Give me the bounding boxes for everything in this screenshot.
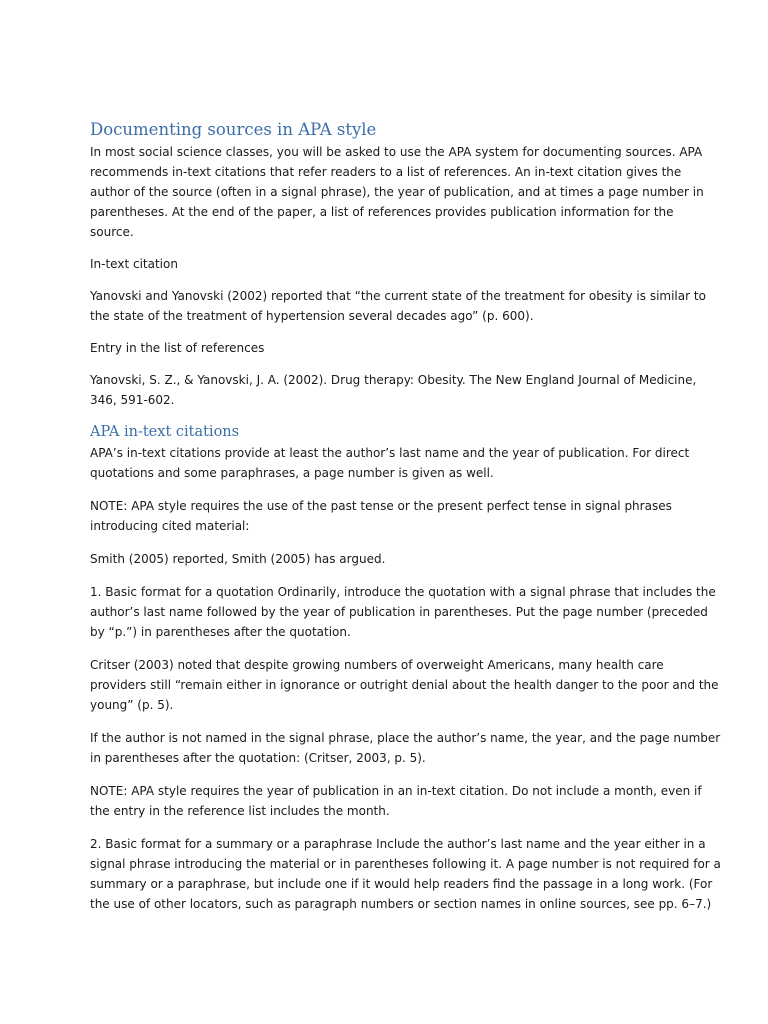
text-line: NOTE: APA style requires the year of publication in an in-text citation. Do not include a month, even if <box>90 784 702 798</box>
in-text-citation-label: In-text citation <box>90 257 178 271</box>
in-text-citation-example <box>90 286 706 326</box>
document-page <box>90 118 721 914</box>
text-line: author of the source (often in a signal phrase), the year of publication, and at times a page number in <box>90 185 704 199</box>
text-line: If the author is not named in the signal phrase, place the author’s name, the year, and the page number <box>90 731 721 745</box>
text-line: recommends in-text citations that refer readers to a list of references. An in-text citation gives the <box>90 165 682 179</box>
text-line: 346, 591-602. <box>90 393 175 407</box>
text-line: quotations and some paraphrases, a page number is given as well. <box>90 466 494 480</box>
section-title-apa-in-text: APA in-text citations <box>90 424 240 440</box>
text-line: the use of other locators, such as paragraph numbers or section names in online sources, see pp. 6–7.) <box>90 897 712 911</box>
text-line: introducing cited material: <box>90 519 250 533</box>
tense-example: Smith (2005) reported, Smith (2005) has argued. <box>90 552 386 566</box>
text-line: signal phrase introducing the material or in parentheses following it. A page number is not required for a <box>90 857 721 871</box>
unnamed-author-paragraph <box>90 728 721 768</box>
note-year-paragraph <box>90 781 702 821</box>
text-line: In most social science classes, you will be asked to use the APA system for documenting sources. APA <box>90 145 703 159</box>
text-line: author’s last name followed by the year of publication in parentheses. Put the page number (preceded <box>90 605 708 619</box>
text-line: Critser (2003) noted that despite growing numbers of overweight Americans, many health care <box>90 658 664 672</box>
text-line: Yanovski and Yanovski (2002) reported that “the current state of the treatment for obesity is similar to <box>90 289 706 303</box>
text-line: NOTE: APA style requires the use of the past tense or the present perfect tense in signal phrases <box>90 499 672 513</box>
text-line: source. <box>90 225 134 239</box>
text-line: 1. Basic format for a quotation Ordinarily, introduce the quotation with a signal phrase that includes the <box>90 585 716 599</box>
rule-summary-paragraph <box>90 834 721 914</box>
text-line: parentheses. At the end of the paper, a list of references provides publication information for the <box>90 205 674 219</box>
text-line: summary or a paraphrase, but include one if it would help readers find the passage in a long work. (For <box>90 877 713 891</box>
text-line: in parentheses after the quotation: (Critser, 2003, p. 5). <box>90 751 426 765</box>
text-line: providers still “remain either in ignorance or outright denial about the health danger to the poor and the <box>90 678 719 692</box>
rule-quotation-paragraph <box>90 582 716 642</box>
intro-paragraph <box>90 142 704 242</box>
note-tense-paragraph <box>90 496 690 536</box>
reference-entry-example <box>90 370 697 410</box>
text-line: 2. Basic format for a summary or a paraphrase Include the author’s last name and the year either in a <box>90 837 706 851</box>
text-line: young” (p. 5). <box>90 698 174 712</box>
text-line: APA’s in-text citations provide at least the author’s last name and the year of publication. For direct <box>90 446 690 460</box>
section-title-apa-style: Documenting sources in APA style <box>90 120 377 139</box>
text-line: the state of the treatment of hypertension several decades ago” (p. 600). <box>90 309 534 323</box>
critser-example-paragraph <box>90 655 719 715</box>
text-line: Yanovski, S. Z., & Yanovski, J. A. (2002). Drug therapy: Obesity. The New England Journal of Medicine, <box>90 373 697 387</box>
text-line: the entry in the reference list includes the month. <box>90 804 390 818</box>
text-line: by “p.”) in parentheses after the quotation. <box>90 625 351 639</box>
reference-entry-label: Entry in the list of references <box>90 341 265 355</box>
in-text-intro-paragraph <box>90 443 690 483</box>
